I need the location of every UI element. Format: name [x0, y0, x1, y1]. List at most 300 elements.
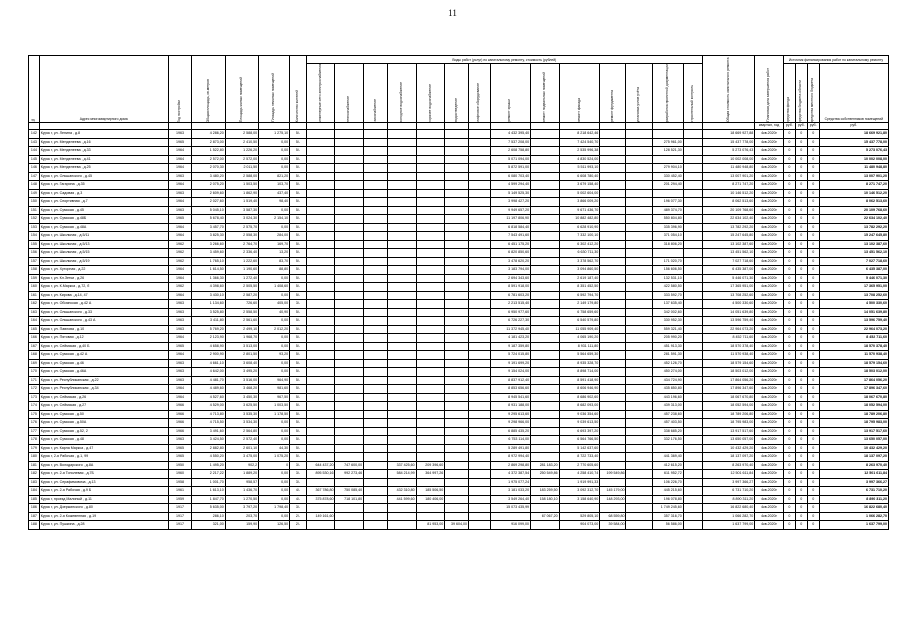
table-cell	[531, 376, 560, 385]
table-cell: 3 181 033,20	[490, 487, 531, 496]
table-cell	[335, 521, 364, 530]
table-cell	[364, 427, 388, 436]
table-cell	[416, 393, 445, 402]
table-cell	[335, 402, 364, 411]
table-cell: 0	[807, 444, 819, 453]
table-cell: 0,00	[259, 495, 290, 504]
table-cell	[600, 334, 626, 343]
table-cell: 747 600,00	[335, 461, 364, 470]
table-cell	[683, 444, 702, 453]
table-cell: 457 238,60	[652, 410, 683, 419]
table-cell: 1966	[168, 402, 192, 411]
table-row	[29, 181, 889, 190]
table-cell	[683, 308, 702, 317]
table-cell	[626, 351, 652, 360]
table-cell: 4кв.2020г	[755, 342, 784, 351]
table-cell: 0	[795, 291, 807, 300]
table-cell	[683, 325, 702, 334]
table-cell: 5 724 015,80	[490, 351, 531, 360]
table-cell	[387, 155, 416, 164]
table-cell: 0	[795, 521, 807, 530]
table-cell: 2 217,22	[192, 470, 225, 479]
table-cell: 9 036 354,60	[559, 410, 600, 419]
table-cell	[531, 189, 560, 198]
table-cell: 5/-	[290, 155, 307, 164]
table-cell: 4кв.2020г	[755, 189, 784, 198]
table-cell	[364, 266, 388, 275]
table-cell	[387, 402, 416, 411]
table-cell	[445, 189, 469, 198]
table-cell: 332 176,50	[652, 436, 683, 445]
table-cell	[683, 206, 702, 215]
table-cell	[335, 164, 364, 173]
table-cell: 4 065 190,20	[559, 334, 600, 343]
table-cell: 0	[807, 393, 819, 402]
table-cell: 4 830 524,00	[559, 155, 600, 164]
table-cell: 22 964 073,20	[819, 325, 888, 334]
table-cell: 5 564 659,30	[559, 351, 600, 360]
table-cell	[683, 274, 702, 283]
table-cell	[626, 130, 652, 139]
table-cell: 0	[807, 266, 819, 275]
table-cell: 7 537 208,00	[490, 138, 531, 147]
table-cell: 3 183 794,00	[490, 266, 531, 275]
table-row	[29, 198, 889, 207]
table-cell: 18 052 594,00	[702, 402, 754, 411]
table-cell: 0	[795, 147, 807, 156]
table-cell: 0	[783, 393, 795, 402]
table-cell: 0	[783, 334, 795, 343]
table-cell	[416, 283, 445, 292]
table-cell: Курск г, ул. Школьная , д.5/13	[39, 240, 168, 249]
table-cell: 441 369,40	[652, 453, 683, 462]
table-cell	[416, 427, 445, 436]
table-cell: 0	[795, 368, 807, 377]
table-cell: 4кв.2020г	[755, 393, 784, 402]
table-row	[29, 444, 889, 453]
table-cell	[469, 130, 490, 139]
table-cell: 5 769,20	[192, 325, 225, 334]
table-cell	[364, 291, 388, 300]
table-cell: 3 997 366,27	[819, 478, 888, 487]
table-cell: 2 572,00	[192, 155, 225, 164]
table-cell: 4кв.2020г	[755, 147, 784, 156]
table-cell: 0,00	[259, 291, 290, 300]
table-cell: 1 522,80	[192, 147, 225, 156]
table-cell: 357 316,70	[652, 512, 683, 521]
table-row	[29, 385, 889, 394]
table-cell: 0	[783, 189, 795, 198]
table-cell	[683, 291, 702, 300]
table-cell	[626, 164, 652, 173]
table-cell: 0	[795, 427, 807, 436]
table-cell: 0	[795, 487, 807, 496]
table-cell	[626, 317, 652, 326]
table-cell	[364, 444, 388, 453]
table-cell: 4кв.2020г	[755, 240, 784, 249]
table-cell	[306, 453, 335, 462]
table-cell	[626, 419, 652, 428]
table-cell	[306, 291, 335, 300]
table-cell	[445, 325, 469, 334]
table-cell: 0	[783, 436, 795, 445]
table-cell: 0	[783, 470, 795, 479]
table-cell	[445, 410, 469, 419]
table-cell: 250 549,86	[531, 470, 560, 479]
table-cell	[364, 155, 388, 164]
table-cell: 0,00	[259, 512, 290, 521]
table-cell: 40,90	[259, 308, 290, 317]
table-cell: 0,00	[259, 478, 290, 487]
table-cell: 8 218 642,46	[559, 130, 600, 139]
table-cell: 1 066 282,70	[702, 512, 754, 521]
table-cell	[416, 164, 445, 173]
table-cell	[335, 359, 364, 368]
table-cell: 0,00	[259, 223, 290, 232]
table-cell	[531, 249, 560, 258]
table-cell	[652, 155, 683, 164]
table-row	[29, 453, 889, 462]
table-cell: 15 437 778,00	[702, 138, 754, 147]
table-cell: 0	[807, 172, 819, 181]
table-cell: 196 078,80	[652, 495, 683, 504]
table-cell	[626, 521, 652, 530]
table-cell	[469, 223, 490, 232]
table-cell: 6 753 114,00	[490, 436, 531, 445]
table-cell	[445, 181, 469, 190]
table-cell: 2 882,80	[192, 444, 225, 453]
table-cell	[445, 359, 469, 368]
table-cell: 0	[807, 274, 819, 283]
table-cell	[416, 478, 445, 487]
table-cell: 0	[783, 291, 795, 300]
table-cell: 6 731 710,20	[702, 487, 754, 496]
table-cell: 2 336,40	[225, 249, 258, 258]
table-cell	[469, 342, 490, 351]
table-cell: 4 500 330,60	[702, 300, 754, 309]
table-cell: 152	[29, 215, 40, 224]
table-cell: 457 403,50	[652, 419, 683, 428]
table-cell: 2 601,10	[225, 444, 258, 453]
table-cell: 0	[783, 359, 795, 368]
table-cell: 0	[795, 138, 807, 147]
table-cell: 2 012,20	[259, 325, 290, 334]
table-cell	[416, 342, 445, 351]
table-cell: 1 613,10	[192, 487, 225, 496]
table-cell: 2 801,50	[225, 351, 258, 360]
table-cell	[416, 368, 445, 377]
table-cell: 0	[807, 325, 819, 334]
table-cell	[469, 283, 490, 292]
table-cell	[600, 478, 626, 487]
table-cell: 4 529,00	[192, 402, 225, 411]
table-cell: 13 782 292,20	[702, 223, 754, 232]
table-cell: 0,00	[259, 274, 290, 283]
table-cell	[683, 419, 702, 428]
table-cell	[335, 155, 364, 164]
table-cell: 5/-	[290, 172, 307, 181]
table-cell: 1963	[168, 368, 192, 377]
table-cell: 1 519,40	[225, 198, 258, 207]
table-cell: 1 226,20	[225, 147, 258, 156]
table-cell: 1964	[168, 181, 192, 190]
table-cell	[306, 232, 335, 241]
table-cell: 9 154 024,00	[490, 368, 531, 377]
table-cell	[559, 504, 600, 513]
table-cell: 0	[783, 487, 795, 496]
table-cell	[335, 478, 364, 487]
table-cell	[387, 317, 416, 326]
table-cell	[683, 512, 702, 521]
table-cell: 1964	[168, 266, 192, 275]
table-row	[29, 266, 889, 275]
table-cell	[364, 308, 388, 317]
table-cell: 5/-	[290, 189, 307, 198]
table-cell: 0	[807, 419, 819, 428]
table-cell: 1 889,20	[225, 470, 258, 479]
table-cell: 11 372 945,40	[490, 325, 531, 334]
table-cell	[387, 138, 416, 147]
table-cell: 0	[783, 283, 795, 292]
table-cell: 2 011,50	[225, 164, 258, 173]
table-cell	[335, 206, 364, 215]
table-cell: 88,80	[259, 266, 290, 275]
table-cell	[469, 325, 490, 334]
table-cell: 0	[807, 317, 819, 326]
table-row	[29, 461, 889, 470]
table-cell	[683, 283, 702, 292]
table-cell	[469, 444, 490, 453]
table-cell	[531, 232, 560, 241]
table-cell: 3/-	[290, 461, 307, 470]
table-cell: 2 558,30	[225, 232, 258, 241]
table-cell: 8 351 452,50	[559, 283, 600, 292]
table-cell	[445, 164, 469, 173]
table-cell	[364, 359, 388, 368]
table-cell	[626, 215, 652, 224]
table-cell	[364, 317, 388, 326]
table-cell: 4кв.2020г	[755, 172, 784, 181]
table-cell: 0	[795, 257, 807, 266]
table-cell	[306, 300, 335, 309]
table-cell	[626, 189, 652, 198]
table-cell	[600, 189, 626, 198]
table-cell	[445, 427, 469, 436]
table-cell: 13 650 057,00	[819, 436, 888, 445]
table-cell: 6 731 710,20	[819, 487, 888, 496]
table-cell: 5/-	[290, 453, 307, 462]
table-cell: 182	[29, 470, 40, 479]
table-cell: Курск г, ул. Менделеева , д.16	[39, 138, 168, 147]
table-cell: 168	[29, 351, 40, 360]
table-cell: Курск г, ул. Республиканская , д.34	[39, 385, 168, 394]
table-cell: Курск г, ул. Сумская , д.42 А	[39, 351, 168, 360]
table-cell: 1965	[168, 453, 192, 462]
table-cell	[626, 368, 652, 377]
table-cell	[600, 308, 626, 317]
table-cell: 0,00	[259, 342, 290, 351]
table-cell: 0	[795, 419, 807, 428]
table-cell: 0	[807, 181, 819, 190]
table-cell: 0	[795, 325, 807, 334]
table-cell	[469, 359, 490, 368]
table-cell: 188	[29, 521, 40, 530]
table-cell	[416, 274, 445, 283]
table-cell	[364, 368, 388, 377]
table-cell: 11 570 938,40	[819, 351, 888, 360]
table-cell: 0	[783, 232, 795, 241]
table-cell: 3 534,30	[225, 419, 258, 428]
table-cell: 3 825,30	[192, 232, 225, 241]
table-cell: Курск г, ул. Обоянская , д.42 А	[39, 300, 168, 309]
table-cell: 4 550,20	[192, 453, 225, 462]
table-cell: 180	[29, 453, 40, 462]
table-cell: 157	[29, 257, 40, 266]
table-cell: Курск г, ул. Садовая , д.3	[39, 189, 168, 198]
table-cell: 153	[29, 223, 40, 232]
table-cell: 2 070,30	[192, 164, 225, 173]
table-cell: 6 592 794,70	[559, 291, 600, 300]
table-cell	[469, 453, 490, 462]
table-cell: 0	[807, 138, 819, 147]
table-cell	[306, 393, 335, 402]
table-cell	[683, 334, 702, 343]
table-cell	[306, 206, 335, 215]
table-cell: 330 452,40	[652, 172, 683, 181]
table-cell: 167	[29, 342, 40, 351]
table-cell	[626, 308, 652, 317]
table-cell: 18 137 097,20	[702, 453, 754, 462]
table-cell: 3 478 620,20	[490, 257, 531, 266]
table-cell: 8 890 311,20	[819, 495, 888, 504]
table-cell: 0	[783, 266, 795, 275]
table-cell	[600, 453, 626, 462]
table-cell: 145	[29, 155, 40, 164]
table-cell: 0	[795, 198, 807, 207]
table-cell	[387, 419, 416, 428]
table-cell	[416, 215, 445, 224]
table-cell	[364, 240, 388, 249]
table-cell	[387, 240, 416, 249]
table-cell: 7 424 540,70	[559, 138, 600, 147]
table-cell: 0	[807, 427, 819, 436]
table-cell: Курск г, ул. Менделеева , д.25	[39, 164, 168, 173]
table-cell: 2 558,50	[225, 308, 258, 317]
table-cell	[531, 172, 560, 181]
table-row	[29, 232, 889, 241]
table-cell: 1963	[168, 317, 192, 326]
table-cell: 3 998 427,20	[490, 198, 531, 207]
table-cell	[469, 410, 490, 419]
table-cell: 1963	[168, 172, 192, 181]
table-cell: 0,00	[259, 487, 290, 496]
table-row	[29, 308, 889, 317]
table-cell: 1 749 245,60	[652, 504, 683, 513]
table-cell: 1 975 077,24	[490, 478, 531, 487]
table-cell	[469, 334, 490, 343]
table-cell	[364, 521, 388, 530]
table-cell	[531, 504, 560, 513]
units-row: квартал, год руб. руб. руб. руб.	[29, 123, 889, 130]
table-cell: 6 758 659,60	[559, 308, 600, 317]
table-cell: 0	[807, 130, 819, 139]
table-cell: 148 293,00	[600, 495, 626, 504]
table-cell: 3 430,10	[192, 291, 225, 300]
table-cell: 0	[807, 342, 819, 351]
table-cell: Курск г, ул. Серафимовича , д.13	[39, 478, 168, 487]
table-cell: 0	[795, 385, 807, 394]
table-cell: 4кв.2020г	[755, 257, 784, 266]
table-cell: 4кв.2020г	[755, 300, 784, 309]
table-cell	[445, 283, 469, 292]
table-cell	[387, 308, 416, 317]
table-cell: 144	[29, 147, 40, 156]
table-cell: 1965	[168, 444, 192, 453]
table-cell	[364, 257, 388, 266]
table-cell: 6 435 387,00	[819, 266, 888, 275]
table-cell: Курск г, ул. Сумская , д.52, 2	[39, 427, 168, 436]
table-cell: 0	[807, 300, 819, 309]
table-cell	[416, 325, 445, 334]
table-cell: 435 850,80	[652, 385, 683, 394]
table-cell: 0	[807, 164, 819, 173]
table-cell	[306, 198, 335, 207]
table-cell	[364, 419, 388, 428]
table-cell	[335, 385, 364, 394]
table-cell: 10 432 429,20	[702, 444, 754, 453]
table-cell: 18 795 983,00	[819, 419, 888, 428]
table-cell	[626, 427, 652, 436]
table-cell: 0	[783, 385, 795, 394]
table-cell: 1964	[168, 334, 192, 343]
table-cell	[364, 223, 388, 232]
table-cell	[469, 521, 490, 530]
table-cell: 17 896 347,60	[819, 385, 888, 394]
table-cell: 4кв.2020г	[755, 419, 784, 428]
table-cell: 4кв.2020г	[755, 274, 784, 283]
table-cell: 1 272,40	[225, 274, 258, 283]
page-number: 11	[448, 8, 457, 18]
table-row	[29, 325, 889, 334]
table-cell: 3/-	[290, 504, 307, 513]
table-cell: 5/-	[290, 215, 307, 224]
table-cell: 12 501 611,84	[819, 470, 888, 479]
table-cell: 185	[29, 495, 40, 504]
table-cell: 0	[807, 368, 819, 377]
table-cell: 2 572,00	[225, 155, 258, 164]
table-cell: 0	[783, 206, 795, 215]
table-cell	[416, 198, 445, 207]
table-cell: Курск г, ул. Ольшанского , д.45	[39, 172, 168, 181]
table-cell: 5/-	[290, 342, 307, 351]
header-total-cost: Общая стоимость капитального ремонта	[702, 56, 754, 123]
table-cell: 5 071 094,00	[490, 155, 531, 164]
table-cell: 0	[807, 283, 819, 292]
table-cell	[626, 232, 652, 241]
table-cell	[364, 402, 388, 411]
table-cell	[364, 300, 388, 309]
table-cell	[683, 504, 702, 513]
table-cell	[416, 334, 445, 343]
table-cell	[364, 487, 388, 496]
table-cell	[469, 376, 490, 385]
table-cell	[445, 461, 469, 470]
table-cell: Курск г, ул. Кл.Зетки , д.26	[39, 274, 168, 283]
table-cell	[626, 453, 652, 462]
table-cell: 15 073 435,99	[490, 504, 531, 513]
table-cell: 174	[29, 402, 40, 411]
table-cell: Курск г, ул. Республиканская , д.22	[39, 376, 168, 385]
